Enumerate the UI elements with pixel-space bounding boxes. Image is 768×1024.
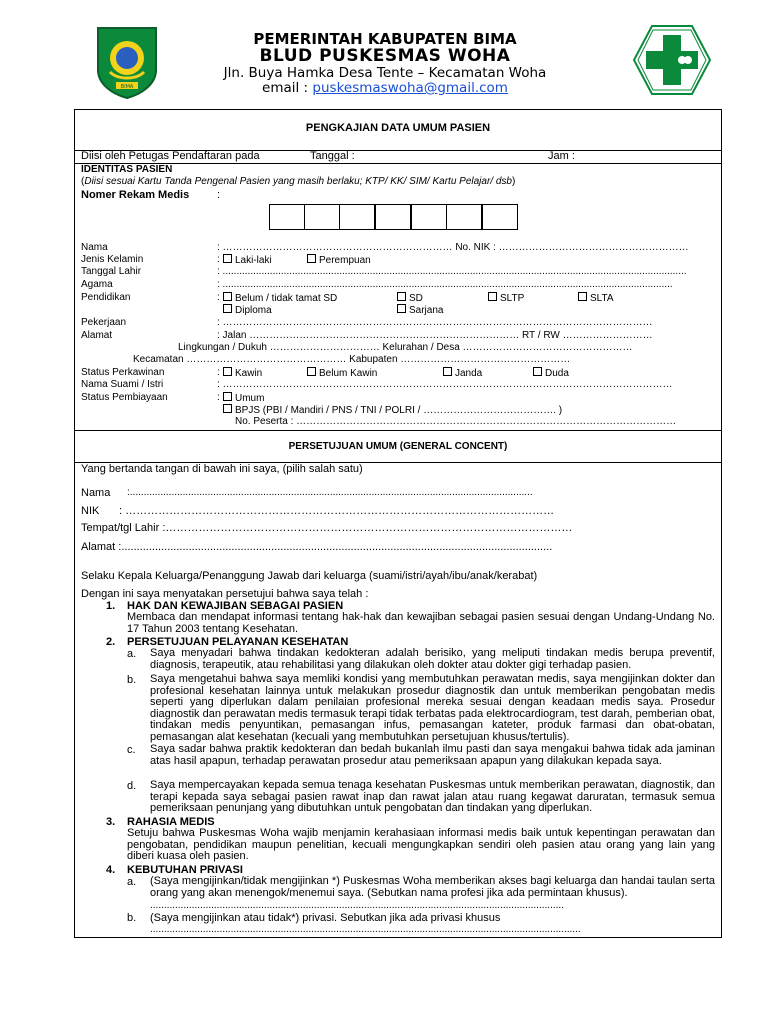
field-status-biaya-label: Status Pembiayaan — [81, 392, 168, 403]
nrm-colon: : — [217, 189, 221, 201]
item-letter: c. — [127, 744, 136, 756]
checkbox[interactable] — [223, 292, 232, 301]
identitas-title: IDENTITAS PASIEN — [81, 164, 173, 175]
section-2-title: PERSETUJUAN PELAYANAN KESEHATAN — [127, 636, 349, 648]
checkbox[interactable] — [488, 292, 497, 301]
pend-option[interactable] — [397, 304, 443, 317]
field-alamat-label: Alamat — [81, 330, 113, 341]
section-4b-body: (Saya mengijinkan atau tidak*) privasi. Sebutkan jika ada privasi khusus — [150, 912, 501, 924]
kawin-option-label: Belum Kawin — [319, 368, 378, 379]
checkbox[interactable] — [223, 304, 232, 313]
checkbox[interactable] — [223, 367, 232, 376]
consent-alamat[interactable]: Alamat :............................................................................................................................................. — [81, 541, 553, 553]
field-nama-label: Nama — [81, 242, 108, 253]
section-3-body: Setuju bahwa Puskesmas Woha wajib menjamin kerahasiaan informasi medis baik untuk kepentingan perawatan dan pengobatan, pendidikan maupun penelitian, kecuali mengungkapkan sendiri oleh pasien atau orang yang lain yang diberi kuasa oleh pasien. — [127, 827, 715, 862]
header-line2: BLUD PUSKESMAS WOHA — [259, 46, 511, 66]
consent-dengan: Dengan ini saya menyatakan persetujui bahwa saya telah : — [81, 588, 369, 600]
header-email-line — [170, 80, 600, 96]
checkbox[interactable] — [223, 392, 232, 401]
item-letter: b. — [127, 912, 137, 924]
section-3-title: RAHASIA MEDIS — [127, 816, 215, 828]
nrm-digit-box[interactable] — [339, 204, 375, 230]
divider — [74, 430, 722, 431]
item-letter: a. — [127, 876, 137, 888]
field-status-kawin-label: Status Perkawinan — [81, 367, 165, 378]
field-alamat-value[interactable]: : Jalan ……………………………………………………………………… RT / RW ……………………… — [217, 330, 653, 341]
checkbox[interactable] — [443, 367, 452, 376]
field-pekerjaan-value[interactable]: : ………………………………………………………………………………………………………………… — [217, 317, 653, 328]
nrm-digit-box[interactable] — [482, 204, 518, 230]
checkbox[interactable] — [578, 292, 587, 301]
section-4a-body: (Saya mengijinkan/tidak mengijinkan *) Puskesmas Woha memberikan akses bagi keluarga dan handai taulan serta orang yang akan menengok/menemui saya. (Sebutkan nama profesi jika ada permintaan khusus). — [150, 875, 715, 899]
field-pekerjaan-label: Pekerjaan — [81, 317, 127, 328]
section-2d-body: Saya mempercayakan kepada semua tenaga kesehatan Puskesmas untuk memberikan perawatan, diagnostik, dan terapi kepada saya sebagai pasien rawat inap dan rawat jalan atau ruang kegawat daruratan, termasuk semua pemeriksaan penunjang yang dibutuhkan untuk pengobatan dan tindakan yang diperlukan. — [150, 779, 715, 814]
colon: : — [217, 367, 220, 378]
section-4a-fill[interactable]: ..................................................................................................................................................... — [150, 900, 564, 911]
pend-option-label: SLTP — [500, 293, 525, 304]
nrm-label: Nomer Rekam Medis — [81, 189, 190, 201]
form-title: PENGKAJIAN DATA UMUM PASIEN — [305, 122, 491, 134]
header-line1: PEMERINTAH KABUPATEN BIMA — [253, 30, 517, 48]
nrm-digit-box[interactable] — [304, 204, 340, 230]
item-letter: a. — [127, 648, 137, 660]
field-jk-label: Jenis Kelamin — [81, 254, 144, 265]
consent-title: PERSETUJUAN UMUM (GENERAL CONCENT) — [288, 441, 508, 452]
identitas-note-text: Diisi sesuai Kartu Tanda Pengenal Pasien yang masih berlaku; KTP/ KK/ SIM/ Kartu Pelajar/ dsb — [84, 176, 512, 187]
section-4-number: 4. — [106, 864, 116, 876]
field-suami-label: Nama Suami / Istri — [81, 379, 164, 390]
nrm-digit-box[interactable] — [411, 204, 447, 230]
logo-kabupaten — [92, 24, 162, 100]
kawin-option-label: Duda — [545, 368, 569, 379]
consent-nama-value[interactable]: :................................................................................................................................................. — [127, 487, 533, 498]
section-4-title: KEBUTUHAN PRIVASI — [127, 864, 243, 876]
field-agama-value[interactable]: : .................................................................................................................................................................. — [217, 279, 673, 290]
header-address: Jln. Buya Hamka Desa Tente – Kecamatan Woha — [223, 65, 547, 81]
tanggal-label[interactable]: Tanggal : — [310, 150, 355, 162]
logo-puskesmas — [632, 23, 712, 97]
kawin-option-label: Kawin — [235, 368, 263, 379]
pend-option-label: SLTA — [590, 293, 614, 304]
nrm-digit-box[interactable] — [375, 204, 411, 230]
pend-option[interactable] — [578, 292, 614, 305]
item-letter: b. — [127, 674, 137, 686]
field-lingkungan[interactable]: Lingkungan / Dukuh …………………………… Kelurahan / Desa …………………………………………… — [178, 342, 633, 353]
section-2-number: 2. — [106, 636, 116, 648]
section-2b-body: Saya mengetahui bahwa saya memliki kondisi yang membutuhkan perawatan medis, saya mengijinkan dokter dan profesional kesehatan lainnya untuk melakukan prosedur diagnostik dan untuk memberikan pengobatan medis seperti yang diperlukan dalam penilaian profesional mereka sesuai dengan keadaan medis saya. Prosedur diagnostik dan perawatan medis termasuk terapi tidak terbatas pada elektrocardiogram, test darah, pemberian obat, tindakan medis penyuntikan, pemasangan infus, pemasangan kateter, produk farmasi dan obat-obatan, pemasangan alat kesehatan (kecuali yang membutuhkan persetujuan khusus/tertulis). — [150, 673, 715, 743]
logo-left-text: BIMA — [120, 84, 134, 90]
checkbox[interactable] — [533, 367, 542, 376]
email-link[interactable]: puskesmaswoha@gmail.com — [312, 80, 508, 96]
field-kecamatan[interactable]: Kecamatan ………………………………………… Kabupaten …………………………………………… — [133, 354, 571, 365]
kawin-option-label: Janda — [455, 368, 483, 379]
field-nama-value[interactable]: : …………………………………………………………… No. NIK : ………………………………………………… — [217, 242, 689, 253]
checkbox[interactable] — [397, 292, 406, 301]
jk-option-laki-label: Laki-laki — [235, 255, 272, 266]
colon: : — [217, 254, 220, 265]
field-pendidikan-label: Pendidikan — [81, 292, 131, 303]
consent-tempat[interactable]: Tempat/tgl Lahir :………………………………………………………………………………………………… — [81, 522, 573, 534]
biaya-option-bpjs-label: BPJS (PBI / Mandiri / PNS / TNI / POLRI / …………………………………. ) — [235, 405, 563, 416]
email-label: email : — [262, 80, 313, 96]
colon: : — [217, 392, 220, 403]
pend-option-label: Belum / tidak tamat SD — [235, 293, 338, 304]
biaya-option-umum-label: Umum — [235, 393, 265, 404]
nrm-digit-box[interactable] — [446, 204, 482, 230]
field-peserta[interactable]: No. Peserta : …………………………………………………………………………………………………… — [235, 416, 677, 427]
item-letter: d. — [127, 780, 137, 792]
pend-option[interactable] — [488, 292, 524, 305]
field-tgl-label: Tanggal Lahir — [81, 266, 142, 277]
pend-option-label: Diploma — [235, 305, 272, 316]
jam-label[interactable]: Jam : — [548, 150, 575, 162]
jk-option-perempuan-label: Perempuan — [319, 255, 371, 266]
field-suami-value[interactable]: : ……………………………………………………………………………………………………………………… — [217, 379, 673, 390]
checkbox[interactable] — [223, 254, 232, 263]
consent-intro: Yang bertanda tangan di bawah ini saya, (pilih salah satu) — [81, 463, 363, 475]
section-2a-body: Saya menyadari bahwa tindakan kedokteran adalah berisiko, yang meliputi tindakan medis berupa preventif, diagnosis, terapeutik, atau rehabilitasi yang dilakukan oleh dokter atau dokter gigi terhadap pasien. — [150, 647, 715, 671]
section-3-number: 3. — [106, 816, 116, 828]
checkbox[interactable] — [307, 254, 316, 263]
pend-option[interactable] — [223, 304, 272, 317]
identitas-note: (Diisi sesuai Kartu Tanda Pengenal Pasien yang masih berlaku; KTP/ KK/ SIM/ Kartu Pelajar/ dsb) — [81, 176, 516, 187]
section-2c-body: Saya sadar bahwa praktik kedokteran dan bedah bukanlah ilmu pasti dan saya mengakui bahwa tidak ada jaminan atas hasil apapun, terhadap perawatan prosedur atau pemeriksaan apapun yang dilakukan kepada saya. — [150, 743, 715, 767]
consent-nik-label: NIK — [81, 505, 100, 517]
colon: : — [217, 292, 220, 303]
field-tgl-value[interactable]: : ....................................................................................................................................................................... — [217, 266, 687, 277]
consent-nik-value[interactable]: : ……………………………………………………………………………………………………… — [119, 505, 555, 517]
section-4b-fill[interactable]: ........................................................................................................................................................... — [150, 924, 581, 935]
pend-option-label: SD — [409, 293, 423, 304]
field-agama-label: Agama — [81, 279, 113, 290]
section-1-title: HAK DAN KEWAJIBAN SEBAGAI PASIEN — [127, 600, 344, 612]
checkbox[interactable] — [223, 404, 232, 413]
consent-selaku: Selaku Kepala Keluarga/Penanggung Jawab dari keluarga (suami/istri/ayah/ibu/anak/kerabat) — [81, 570, 538, 582]
pend-option-label: Sarjana — [409, 305, 444, 316]
filled-by-label: Diisi oleh Petugas Pendaftaran pada — [81, 150, 260, 162]
nrm-digit-box[interactable] — [269, 204, 305, 230]
checkbox[interactable] — [397, 304, 406, 313]
checkbox[interactable] — [307, 367, 316, 376]
section-1-body: Membaca dan mendapat informasi tentang hak-hak dan kewajiban sebagai pasien sesuai dengan Undang-Undang No. 17 Tahun 2003 tentang Kesehatan. — [127, 611, 715, 635]
consent-nama-label: Nama — [81, 487, 111, 499]
section-1-number: 1. — [106, 600, 116, 612]
